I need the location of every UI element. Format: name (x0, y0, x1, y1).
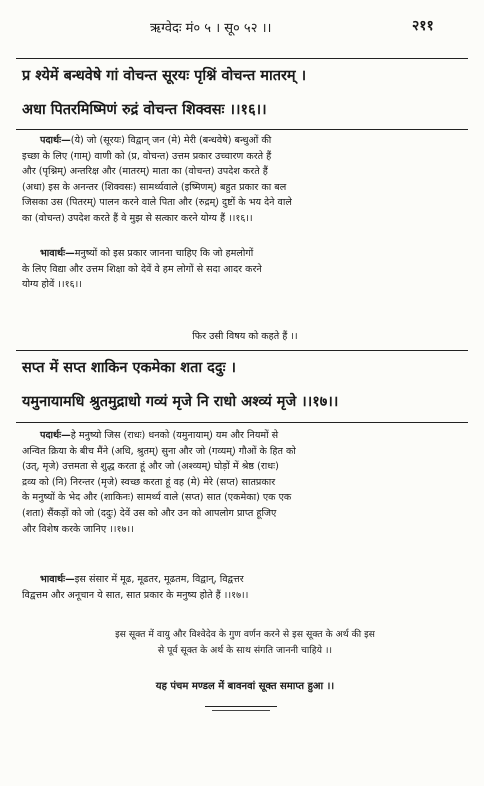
para-line (22, 428, 468, 444)
summary (22, 627, 468, 659)
bhavartha-label: भावार्थः— (40, 574, 75, 585)
para-line: विद्वत्तम और अनूचान ये सात, सात प्रकार के मनुष्य होते हैं ।।१७।। (22, 589, 249, 601)
summary-line: से पूर्व सूक्त के अर्थ के साथ संगति जाननी चाहिये ।। (157, 645, 333, 656)
para-line: का (वोचन्त) उपदेश करते हैं वे मुझ से सत्कार करने योग्य हैं ।।१६।। (22, 212, 253, 224)
para-line: और (पृश्निम्) अन्तरिक्ष और (मातरम्) माता का (वोचन्त) उपदेश करते हैं (22, 166, 268, 178)
mantra-line: सप्त में सप्त शाकिन एकमेका शता ददुः । (22, 360, 237, 376)
bhavartha-label: भावार्थः— (40, 248, 75, 259)
mantra-rule (16, 129, 468, 130)
para-line: योग्य होवें ।।१६।। (22, 279, 82, 291)
para-text: मनुष्यों को इस प्रकार जानना चाहिए कि जो हमलोगों (74, 248, 254, 259)
para-line (22, 246, 468, 262)
padartha-label: पदार्थः— (40, 430, 71, 441)
summary-line: इस सूक्त में वायु और विश्वेदेव के गुण वर्णन करने से इस सूक्त के अर्थ की इस (115, 629, 375, 640)
mantra-line: प्र श्येमें बन्धवेषे गां वोचन्त सूरयः पृश्निं वोचन्त मातरम् । (22, 68, 307, 84)
para-line: द्रव्य को (नि) निरन्तर (मृजे) स्वच्छ करता हूं वह (मे) मेरे (सप्त) सातप्रकार (22, 476, 276, 488)
mantra-rule (16, 350, 468, 351)
padartha-17 (22, 428, 468, 537)
page-number: २११ (412, 18, 434, 34)
para-line: के मनुष्यों के भेद और (शाकिनः) सामर्थ्य वाले (सप्त) सात (एकमेका) एक एक (22, 492, 292, 504)
page-header (0, 6, 484, 36)
para-line: अन्वित क्रिया के बीच मैंने (अधि, श्रुतम्) सुना और जो (गव्यम्) गौओं के हित को (22, 445, 296, 457)
closing-line: यह पंचम मण्डल में बावनवां सूक्त समाप्त हुआ ।। (155, 681, 335, 692)
para-line: (अधा) इस के अनन्तर (शिक्वसः) सामर्थ्यवाले (इष्मिणम्) बहुत प्रकार का बल (22, 181, 287, 193)
para-line: के लिए विद्या और उत्तम शिक्षा को देवें वे हम लोगों से सदा आदर करने (22, 263, 262, 275)
mantra-17 (22, 356, 468, 414)
para-line: (उत्, मृजे) उत्तमता से शुद्ध करता हूं और जो (अश्व्यम्) घोड़ों में श्रेष्ठ (राधः) (22, 461, 279, 473)
para-text: हे मनुष्यो जिस (राधः) धनको (यमुनायाम्) यम और नियमों से (70, 430, 279, 441)
mantra-line: यमुनायामधि श्रुतमुद्राधो गव्यं मृजे नि राधो अश्व्यं मृजे ।।१७।। (22, 394, 339, 410)
running-header: ऋग्वेदः मं० ५ । सू० ५२ ।। (150, 21, 272, 36)
mantra-line: अधा पितरमिष्मिणं रुद्रं वोचन्त शिक्वसः ।।१६।। (22, 102, 267, 118)
mantra-rule (16, 422, 468, 423)
para-line: और विशेष करके जानिए ।।१७।। (22, 523, 134, 535)
end-rule-secondary (212, 710, 270, 711)
para-line (22, 572, 468, 588)
bhavartha-17 (22, 572, 468, 603)
para-text: इस संसार में मूढ, मूढतर, मूढतम, विद्वान्, विद्वत्तर (74, 574, 244, 585)
para-line: इच्छा के लिए (गाम्) वाणी को (प्र, वोचन्त) उत्तम प्रकार उच्चारण करते हैं (22, 150, 272, 162)
padartha-16 (22, 133, 468, 227)
transition-line: फिर उसी विषय को कहते हैं ।। (192, 331, 298, 342)
end-rule (205, 706, 277, 707)
para-line: जिसका उस (पितरम्) पालन करने वाले पिता और (रुद्रम्) दुष्टों के भय देने वाले (22, 197, 292, 209)
para-text: (ये) जो (सूरयः) विद्वान् जन (मे) मेरी (बन्धवेषे) बन्धुओं की (70, 135, 272, 146)
bhavartha-16 (22, 246, 468, 293)
top-rule (16, 58, 468, 59)
para-line: (शता) सैंकड़ों को जो (ददुः) देवें उस को और उन को आपलोग प्राप्त हूजिए (22, 507, 277, 519)
padartha-label: पदार्थः— (40, 135, 71, 146)
para-line (22, 133, 468, 149)
mantra-16 (22, 64, 468, 122)
